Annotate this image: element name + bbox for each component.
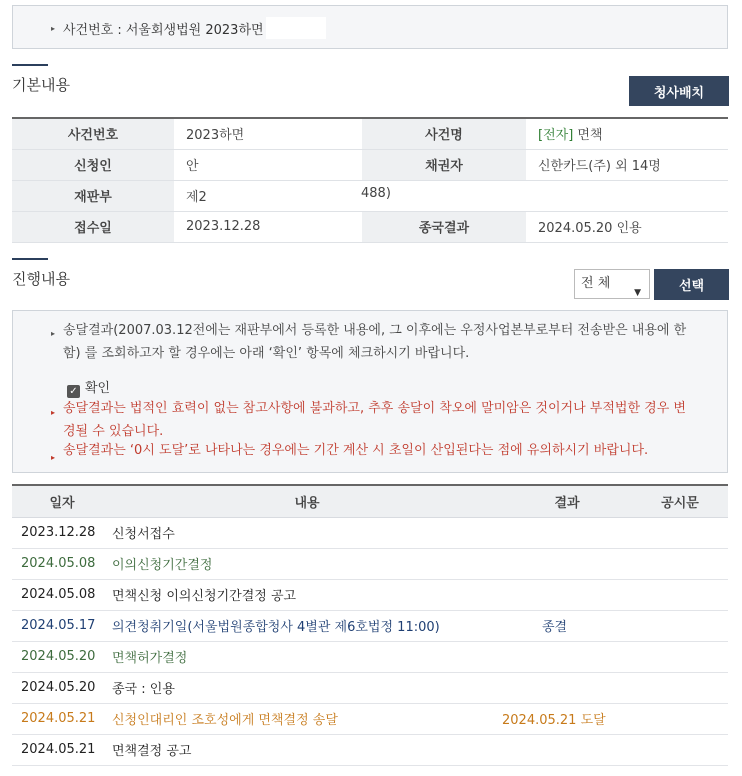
row-notice [632, 641, 728, 672]
bullet-icon: ▸ [51, 408, 56, 417]
value-case-name [526, 118, 728, 149]
row-date: 2023.12.28 [12, 517, 112, 548]
col-notice: 공시문 [632, 485, 728, 517]
value-final-result: 2024.05.20 인용 [526, 211, 728, 242]
row-content: 의견청취기일(서울법원종합청사 4별관 제6호법정 11:00) [112, 610, 502, 641]
row-date: 2024.05.08 [12, 548, 112, 579]
label-case-name: 사건명 [362, 118, 526, 149]
confirm-checkbox-row[interactable] [67, 377, 110, 398]
label-case-number: 사건번호 [12, 118, 174, 149]
notice-box [12, 310, 728, 473]
bullet-icon: ▸ [51, 453, 56, 462]
row-notice [632, 734, 728, 765]
progress-section-title: 진행내용 [12, 270, 70, 288]
value-applicant: 안 [174, 149, 362, 180]
label-applicant: 신청인 [12, 149, 174, 180]
row-notice [632, 703, 728, 734]
row-result [502, 579, 632, 610]
col-result: 결과 [502, 485, 632, 517]
case-number-box [12, 5, 728, 49]
bullet-icon: ▸ [51, 24, 56, 33]
row-content: 신청인대리인 조호성에게 면책결정 송달 [112, 703, 502, 734]
select-button[interactable]: 선택 [654, 269, 729, 300]
col-date: 일자 [12, 485, 112, 517]
case-name-text: 면책 [573, 128, 603, 144]
redaction-mask [266, 17, 326, 39]
progress-table [12, 484, 728, 766]
row-notice [632, 517, 728, 548]
label-receipt-date: 접수일 [12, 211, 174, 242]
bullet-icon: ▸ [51, 329, 56, 338]
table-row [12, 641, 728, 672]
row-content: 종국 : 인용 [112, 672, 502, 703]
row-notice [632, 610, 728, 641]
label-final-result: 종국결과 [362, 211, 526, 242]
notice-line-3: 송달결과는 ‘0시 도달’로 나타나는 경우에는 기간 계산 시 초일이 산입된다는 점에 유의하시기 바랍니다. [63, 443, 649, 458]
info-row [12, 180, 728, 211]
row-content: 면책허가결정 [112, 641, 502, 672]
table-row [12, 672, 728, 703]
court-division-phone: 488) [361, 186, 391, 201]
value-case-number: 2023하면 [174, 118, 362, 149]
row-result: 2024.05.21 도달 [502, 703, 632, 734]
row-notice [632, 672, 728, 703]
progress-header-row [12, 485, 728, 517]
table-row [12, 703, 728, 734]
table-row [12, 610, 728, 641]
value-receipt-date: 2023.12.28 [174, 211, 362, 242]
case-number-text: 사건번호 : 서울회생법원 2023하면 [63, 23, 264, 38]
info-row [12, 211, 728, 242]
label-creditor: 채권자 [362, 149, 526, 180]
row-content: 면책결정 공고 [112, 734, 502, 765]
table-row [12, 734, 728, 765]
electronic-tag: [전자] [538, 128, 574, 144]
row-result [502, 734, 632, 765]
row-result [502, 641, 632, 672]
row-result [502, 548, 632, 579]
row-result [502, 672, 632, 703]
label-court-division: 재판부 [12, 180, 174, 211]
courthouse-layout-button[interactable]: 청사배치 [629, 76, 729, 106]
value-court-division [174, 180, 728, 211]
info-row [12, 149, 728, 180]
row-date: 2024.05.08 [12, 579, 112, 610]
filter-select[interactable] [574, 269, 650, 299]
row-notice [632, 548, 728, 579]
row-date: 2024.05.21 [12, 734, 112, 765]
notice-line-1: 송달결과(2007.03.12전에는 재판부에서 등록한 내용에, 그 이후에는 우정사업본부로부터 전송받은 내용에 한함) 를 조회하고자 할 경우에는 아래 ‘확인’ 항목에 체크하시기 바랍니다. [63, 323, 687, 361]
chevron-down-icon: ▼ [634, 288, 641, 298]
confirm-checkbox-label: 확인 [85, 381, 111, 396]
checkbox-checked-icon[interactable]: ✓ [67, 385, 80, 398]
row-content: 면책신청 이의신청기간결정 공고 [112, 579, 502, 610]
notice-line-2: 송달결과는 법적인 효력이 없는 참고사항에 불과하고, 추후 송달이 착오에 말미암은 것이거나 부적법한 경우 변경될 수 있습니다. [63, 401, 686, 439]
info-row [12, 118, 728, 149]
table-row [12, 579, 728, 610]
value-creditor: 신한카드(주) 외 14명 [526, 149, 728, 180]
row-content: 신청서접수 [112, 517, 502, 548]
row-date: 2024.05.20 [12, 672, 112, 703]
table-row [12, 517, 728, 548]
row-result [502, 517, 632, 548]
row-notice [632, 579, 728, 610]
row-content: 이의신청기간결정 [112, 548, 502, 579]
table-row [12, 548, 728, 579]
court-division-text: 제2 [186, 190, 207, 205]
filter-select-value: 전 체 [581, 276, 611, 291]
row-date: 2024.05.20 [12, 641, 112, 672]
row-result: 종결 [502, 610, 632, 641]
row-date: 2024.05.21 [12, 703, 112, 734]
basic-section-title: 기본내용 [12, 76, 70, 94]
row-date: 2024.05.17 [12, 610, 112, 641]
basic-info-table [12, 117, 728, 243]
col-content: 내용 [112, 485, 502, 517]
